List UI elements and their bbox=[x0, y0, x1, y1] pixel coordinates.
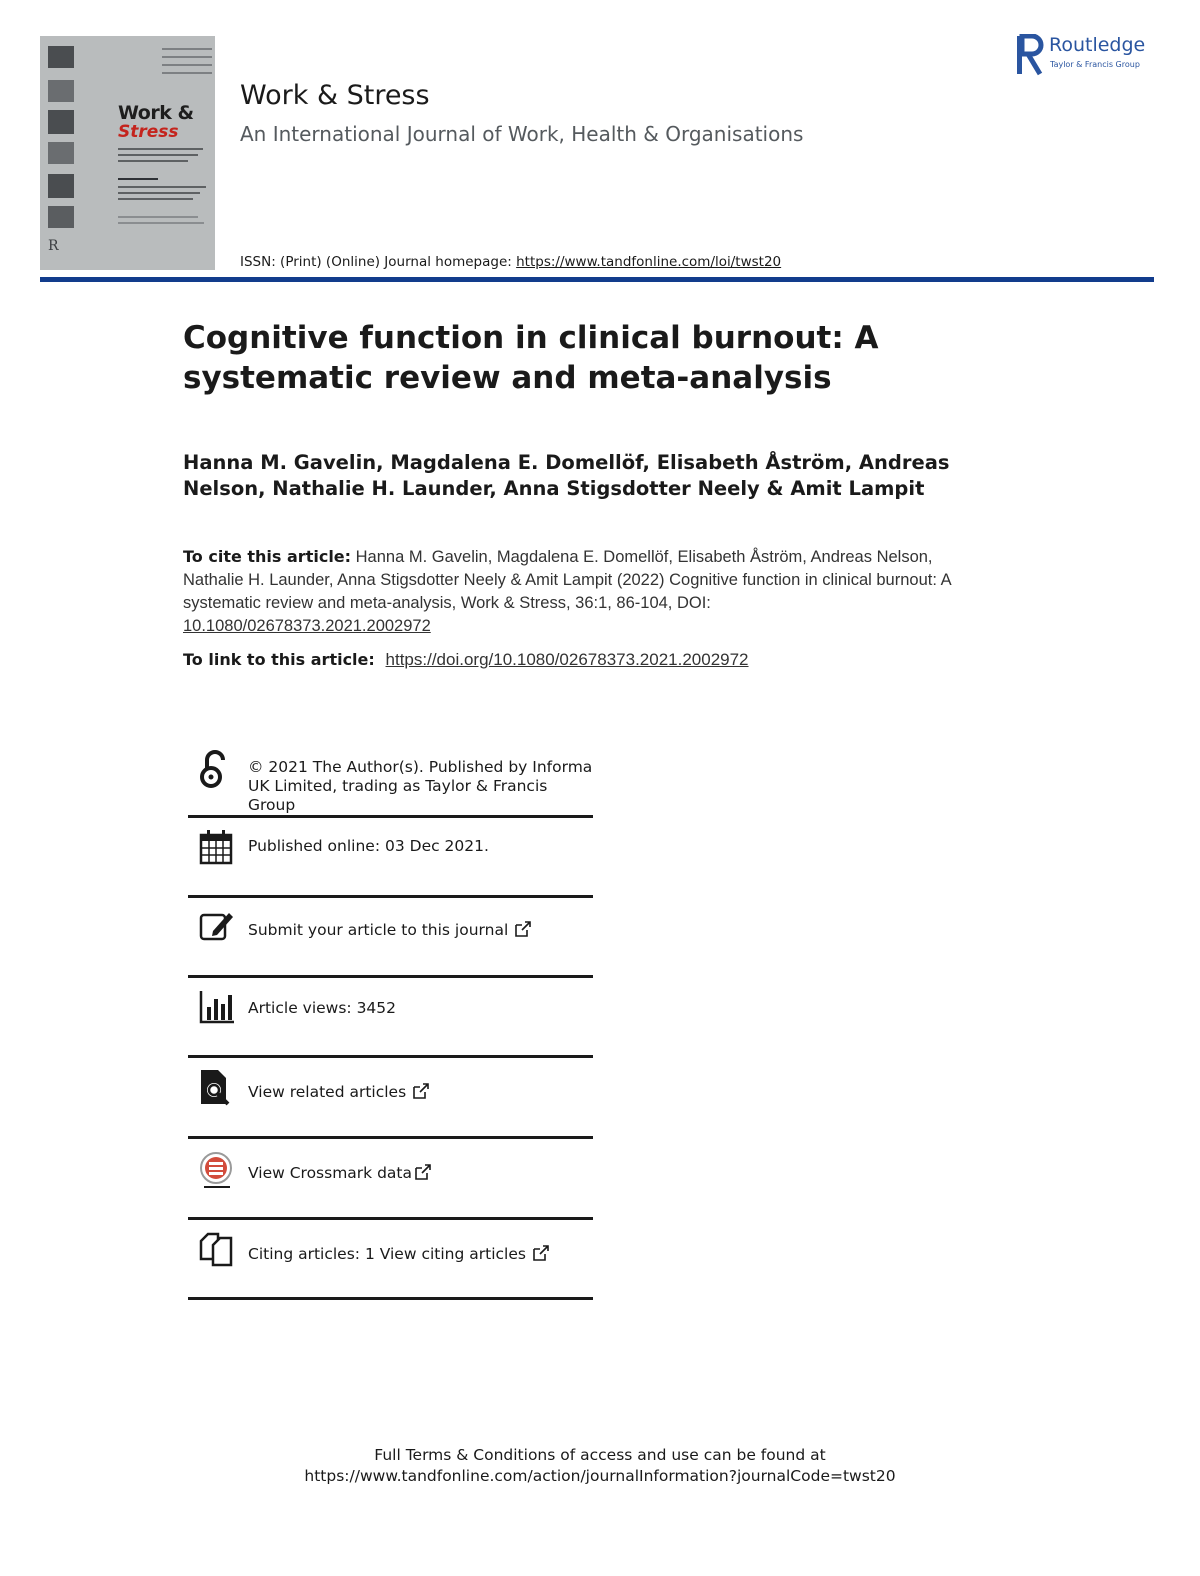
crossmark-label[interactable]: View Crossmark data bbox=[248, 1164, 412, 1182]
cover-publisher-mark: R bbox=[48, 238, 59, 254]
article-doi-url[interactable]: https://doi.org/10.1080/02678373.2021.2002972 bbox=[385, 650, 749, 669]
article-title: Cognitive function in clinical burnout: A systematic review and meta-analysis bbox=[183, 320, 879, 396]
header-divider bbox=[40, 277, 1154, 282]
submit-article-row[interactable] bbox=[188, 905, 593, 965]
info-divider bbox=[188, 975, 593, 978]
external-link-icon bbox=[412, 1083, 430, 1099]
journal-title: Work & Stress bbox=[240, 80, 430, 111]
bar-chart-icon bbox=[198, 987, 236, 1027]
published-date-row bbox=[188, 825, 593, 885]
crossmark-icon bbox=[198, 1150, 236, 1190]
cover-title: Work & bbox=[118, 102, 194, 124]
footer-terms-text: Full Terms & Conditions of access and use can be found at bbox=[374, 1446, 826, 1464]
publisher-group: Taylor & Francis Group bbox=[1050, 60, 1140, 69]
external-link-icon bbox=[532, 1245, 550, 1261]
info-divider bbox=[188, 1055, 593, 1058]
edit-pencil-icon bbox=[198, 907, 236, 947]
calendar-icon bbox=[198, 827, 236, 867]
article-authors: Hanna M. Gavelin, Magdalena E. Domellöf, Elisabeth Åström, Andreas Nelson, Nathalie H. Launder, Anna Stigsdotter Neely & Amit Lampit bbox=[183, 451, 950, 500]
published-date-text: Published online: 03 Dec 2021. bbox=[248, 837, 489, 855]
citation-label: To cite this article: bbox=[183, 547, 352, 566]
cover-title-accent: Stress bbox=[118, 122, 179, 142]
citation-block bbox=[183, 545, 983, 638]
article-link-label: To link to this article: bbox=[183, 650, 375, 669]
info-divider bbox=[188, 895, 593, 898]
citing-articles-link[interactable] bbox=[248, 1245, 550, 1264]
open-access-lock-icon bbox=[198, 750, 236, 790]
cover-photo-strip bbox=[48, 80, 74, 102]
info-divider bbox=[188, 1297, 593, 1300]
article-link-block bbox=[183, 650, 983, 670]
cover-photo-strip bbox=[48, 206, 74, 228]
info-divider bbox=[188, 1217, 593, 1220]
journal-subtitle: An International Journal of Work, Health & Organisations bbox=[240, 122, 804, 146]
citing-articles-label[interactable]: Citing articles: 1 View citing articles bbox=[248, 1245, 526, 1263]
submit-article-label[interactable]: Submit your article to this journal bbox=[248, 921, 509, 939]
info-divider bbox=[188, 1136, 593, 1139]
journal-homepage-link[interactable]: https://www.tandfonline.com/loi/twst20 bbox=[516, 254, 782, 270]
cover-photo-strip bbox=[48, 46, 74, 68]
related-articles-link[interactable] bbox=[248, 1083, 430, 1102]
citation-doi-link[interactable]: 10.1080/02678373.2021.2002972 bbox=[183, 617, 431, 635]
cover-photo-strip bbox=[48, 174, 74, 198]
issn-label: ISSN: (Print) (Online) Journal homepage: bbox=[240, 254, 517, 270]
footer-terms bbox=[0, 1445, 1200, 1487]
copy-documents-icon bbox=[198, 1229, 236, 1269]
open-access-line: © 2021 The Author(s). Published by Informa bbox=[248, 758, 593, 776]
journal-cover-image bbox=[40, 36, 215, 270]
external-link-icon bbox=[514, 921, 532, 937]
footer-terms-url[interactable]: https://www.tandfonline.com/action/journalInformation?journalCode=twst20 bbox=[304, 1467, 896, 1485]
cover-photo-strip bbox=[48, 142, 74, 164]
issn-line bbox=[240, 254, 781, 270]
citation-text: Hanna M. Gavelin, Magdalena E. Domellöf, Elisabeth Åström, Andreas Nelson, Nathalie H. Launder, Anna Stigsdotter Neely & Amit Lampit (2022) Cognitive function in clinical burnout: A systematic review and meta-analysis, Work & Stress, 36:1, 86-104, DOI: bbox=[183, 548, 951, 612]
article-views-text: Article views: 3452 bbox=[248, 999, 397, 1017]
related-articles-label[interactable]: View related articles bbox=[248, 1083, 407, 1101]
document-search-icon bbox=[198, 1067, 236, 1107]
cover-photo-strip bbox=[48, 110, 74, 134]
routledge-r-icon bbox=[1014, 34, 1046, 76]
info-divider bbox=[188, 815, 593, 818]
external-link-icon bbox=[414, 1164, 432, 1180]
citing-articles-row[interactable] bbox=[188, 1227, 593, 1287]
open-access-line: UK Limited, trading as Taylor & Francis bbox=[248, 777, 548, 795]
crossmark-row[interactable] bbox=[188, 1146, 593, 1206]
article-views-row bbox=[188, 985, 593, 1045]
related-articles-row[interactable] bbox=[188, 1065, 593, 1125]
open-access-line: Group bbox=[248, 796, 296, 814]
crossmark-link[interactable] bbox=[248, 1164, 432, 1183]
open-access-row bbox=[188, 750, 593, 814]
submit-article-link[interactable] bbox=[248, 921, 532, 940]
open-access-text bbox=[248, 758, 592, 815]
publisher-name: Routledge bbox=[1049, 34, 1146, 56]
publisher-logo bbox=[1014, 34, 1164, 78]
